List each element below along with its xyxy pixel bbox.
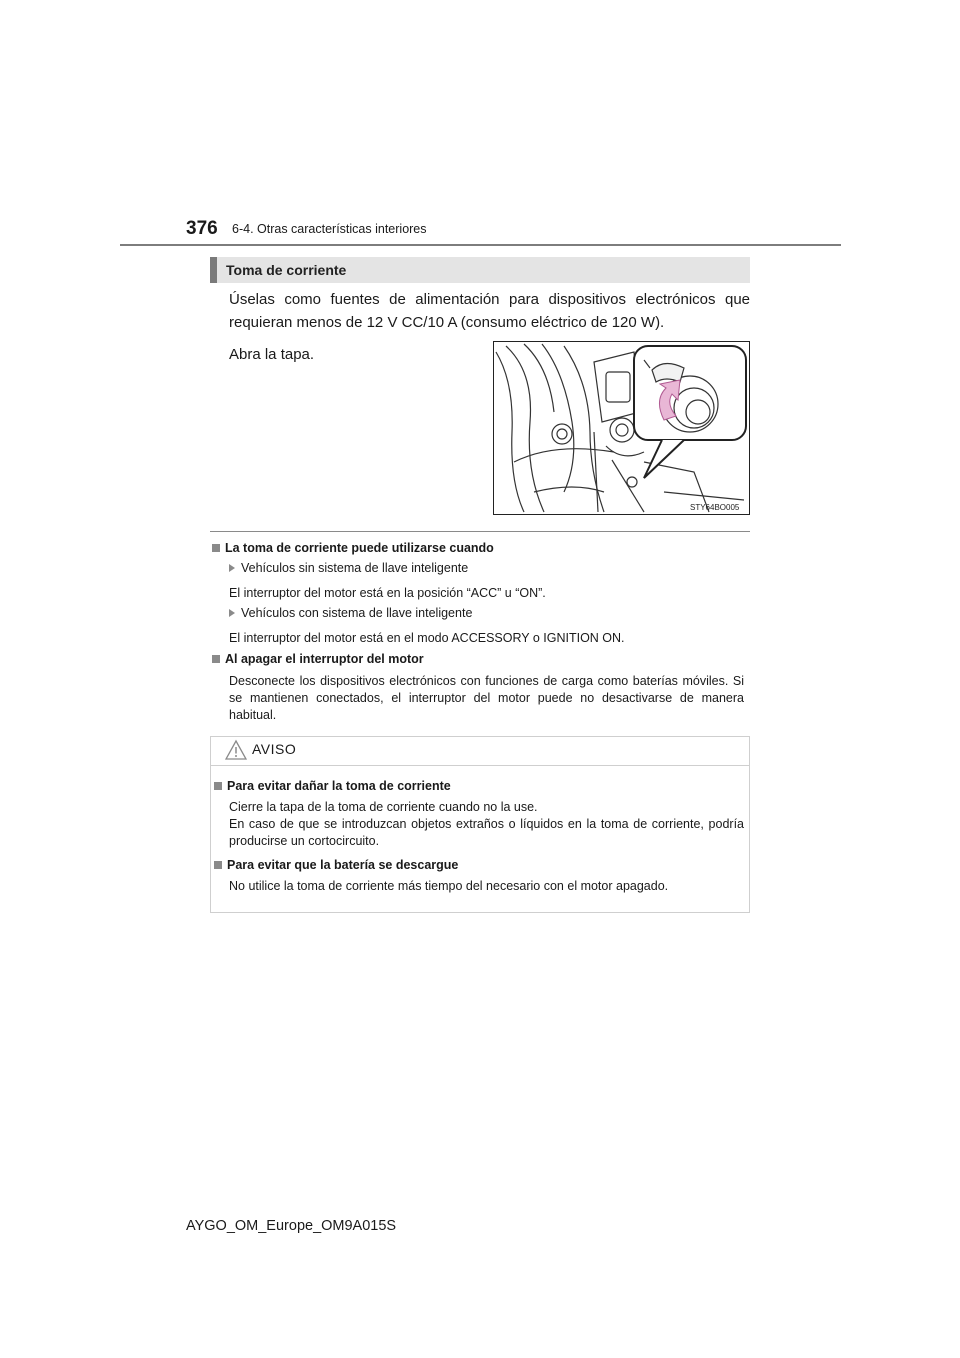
warning-text-1b: En caso de que se introduzcan objetos extraños o líquidos en la toma de corriente, podría producirse un cortocircuito. [229, 817, 744, 848]
note-sub-1: Vehículos sin sistema de llave inteligente [229, 561, 468, 575]
square-bullet-icon [214, 782, 222, 790]
chapter-title: 6-4. Otras características interiores [232, 222, 427, 236]
section-accent [210, 257, 217, 283]
power-outlet-illustration [493, 341, 750, 515]
figure-code: STY64BO005 [690, 503, 740, 512]
dashboard-drawing [494, 342, 749, 514]
warning-heading-2: Para evitar que la batería se descargue [214, 858, 458, 872]
section-divider [210, 531, 750, 532]
warning-box-divider [211, 765, 749, 766]
warning-heading-1: Para evitar dañar la toma de corriente [214, 779, 451, 793]
intro-line-2: requieran menos de 12 V CC/10 A (consumo eléctrico de 120 W). [229, 314, 665, 331]
step-open-lid: Abra la tapa. [229, 346, 315, 363]
header-divider [120, 244, 841, 246]
triangle-bullet-icon [229, 564, 235, 572]
note-text-3: Desconecte los dispositivos electrónicos con funciones de carga como baterías móviles. Si se mantienen conectados, el interruptor del motor puede no desactivarse de manera habitual. [229, 674, 744, 722]
note-heading-1: La toma de corriente puede utilizarse cuando [212, 541, 494, 555]
section-title: Toma de corriente [226, 262, 347, 278]
page-number: 376 [186, 218, 218, 239]
triangle-bullet-icon [229, 609, 235, 617]
document-code: AYGO_OM_Europe_OM9A015S [186, 1218, 397, 1234]
intro-line-1: Úselas como fuentes de alimentación para dispositivos electrónicos que [229, 291, 750, 308]
note-text-2: El interruptor del motor está en el modo ACCESSORY o IGNITION ON. [229, 631, 625, 645]
warning-title: AVISO [252, 741, 297, 757]
square-bullet-icon [212, 544, 220, 552]
square-bullet-icon [214, 861, 222, 869]
section-title-bar [210, 257, 750, 283]
note-heading-2: Al apagar el interruptor del motor [212, 652, 424, 666]
warning-text-1a: Cierre la tapa de la toma de corriente cuando no la use. [229, 800, 538, 814]
warning-icon [225, 739, 247, 761]
warning-text-2: No utilice la toma de corriente más tiempo del necesario con el motor apagado. [229, 879, 669, 893]
note-text-1: El interruptor del motor está en la posición “ACC” u “ON”. [229, 586, 546, 600]
square-bullet-icon [212, 655, 220, 663]
note-sub-2: Vehículos con sistema de llave inteligente [229, 606, 472, 620]
